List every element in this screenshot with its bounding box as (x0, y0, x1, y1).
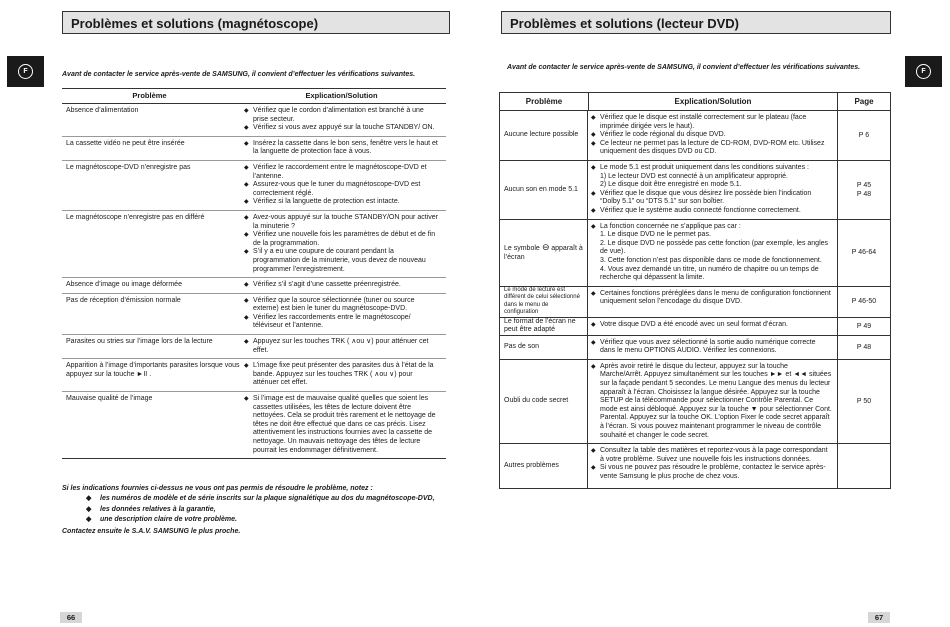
table-row (62, 392, 446, 459)
notes-footer: Contactez ensuite le S.A.V. SAMSUNG le plus proche. (62, 527, 241, 535)
diamond-bullet-icon: ◆ (244, 164, 249, 171)
solution-text: Si vous ne pouvez pas résoudre le problème, contactez le service après-vente Samsung le plus proche de chez vous. (600, 464, 826, 480)
solution-text: La fonction concernée ne s’applique pas car : (600, 222, 741, 230)
table-row (500, 336, 890, 360)
diamond-bullet-icon: ◆ (244, 314, 249, 321)
diamond-bullet-icon: ◆ (86, 516, 92, 523)
table-header (62, 88, 446, 104)
problem-cell: Parasites ou stries sur l’image lors de la lecture (66, 338, 213, 346)
table-row (500, 444, 890, 487)
problem-cell: Aucune lecture possible (500, 111, 588, 160)
diamond-bullet-icon: ◆ (591, 363, 596, 370)
page-number: 67 (868, 612, 890, 623)
column-header-page: Page (837, 93, 890, 110)
column-header-solution: Explication/Solution (305, 91, 378, 100)
problem-text: Le symbole (504, 245, 540, 253)
solution-text: Votre disque DVD a été encodé avec un seul format d’écran. (600, 320, 788, 328)
solution-text: Vérifiez si la languette de protection est intacte. (253, 198, 400, 206)
solution-cell (588, 318, 837, 335)
solution-text: Après avoir retiré le disque du lecteur, appuyez sur la touche Marche/Arrêt. Appuyez simultanément sur les touches ►► et ◄◄ situées sur la façade pendant 5 secondes. Le menu Langue des menus du lecteur apparaît à l’écran. Choisissez la langue désirée. Appuyez sur la touche SETUP de la télécommande pour sélectionner Contrôle Parental. Ce mode est ainsi débloqué. Appuyez sur la touche ▼ pour sélectionner Cont. Parental. Appuyez sur la touche OK. L’option Fixer le code secret apparaît à l’écran. Si vous pouvez maintenant programmer le niveau de contrôle souhaité et changer le code secret. (600, 362, 832, 439)
page-ref (837, 111, 890, 160)
diamond-bullet-icon: ◆ (591, 115, 596, 121)
solution-text: Insérez la cassette dans le bon sens, fenêtre vers le haut et la languette de protection face à vous. (253, 139, 438, 156)
prohibited-symbol-icon: ⊘ (539, 240, 552, 254)
solution-text: Certaines fonctions préréglées dans le menu de configuration fonctionnent uniquement selon l’encodage du disque DVD. (600, 289, 831, 306)
solution-cell (244, 297, 446, 331)
intro-text: Avant de contacter le service après-vente de SAMSUNG, il convient d’effectuer les vérifications suivantes. (507, 64, 861, 71)
solution-text: Vérifiez si vous avez appuyé sur la touche STANDBY/ ON. (253, 124, 435, 132)
problem-cell: Mauvaise qualité de l’image (66, 395, 153, 403)
sub-item: 1) Le lecteur DVD est connecté à un amplificateur approprié. (600, 172, 788, 180)
language-tab (7, 56, 44, 87)
sub-item: 3. Cette fonction n’est pas disponible dans ce mode de fonctionnement. (600, 256, 822, 264)
diamond-bullet-icon: ◆ (244, 396, 249, 403)
solution-cell (244, 140, 446, 157)
solution-cell (244, 395, 446, 455)
solution-text: Vérifiez que le disque est installé correctement sur le plateau (face imprimée dirigée vers le haut). (600, 114, 807, 130)
problem-cell: La cassette vidéo ne peut être insérée (66, 139, 185, 147)
diamond-bullet-icon: ◆ (86, 505, 92, 513)
page-ref (837, 220, 890, 286)
table-row (62, 359, 446, 392)
page-ref-text: P 6 (858, 131, 870, 139)
solution-cell (588, 161, 837, 219)
problem-cell: Pas de réception d’émission normale (66, 296, 181, 304)
column-header-solution: Explication/Solution (674, 97, 752, 106)
table-row (500, 318, 890, 336)
solution-cell (588, 336, 837, 359)
problem-cell (500, 220, 588, 286)
page-ref (837, 161, 890, 219)
diamond-bullet-icon: ◆ (591, 164, 596, 171)
table-row (500, 161, 890, 220)
solution-cell (244, 281, 446, 290)
note-item: les données relatives à la garantie, (100, 505, 216, 513)
table-row (62, 137, 446, 161)
table-row (62, 161, 446, 211)
table-row (500, 220, 890, 287)
page-title: Problèmes et solutions (magnétoscope) (62, 11, 450, 34)
page-ref (837, 360, 890, 443)
sub-item: 1. Le disque DVD ne le permet pas. (600, 231, 711, 239)
diamond-bullet-icon: ◆ (591, 207, 596, 214)
table-row (62, 335, 446, 359)
solution-text: Vérifiez les raccordements entre le magnétoscope/ téléviseur et l’antenne. (253, 313, 411, 330)
note-item: une description claire de votre problème. (100, 516, 237, 523)
solution-cell (244, 214, 446, 274)
problem-cell: Apparition à l’image d’importants parasites lorsque vous appuyez sur la touche ►II . (66, 362, 240, 378)
problem-cell: Oubli du code secret (500, 360, 588, 443)
note-item: les numéros de modèle et de série inscrits sur la plaque signalétique au dos du magnétoscope-DVD, (100, 495, 435, 502)
diamond-bullet-icon: ◆ (244, 214, 249, 221)
solution-cell (244, 164, 446, 207)
diamond-bullet-icon: ◆ (591, 448, 596, 455)
language-tab-letter: F (916, 64, 931, 79)
table-row (62, 294, 446, 335)
page-title: Problèmes et solutions (lecteur DVD) (501, 11, 891, 34)
table-header (500, 93, 890, 111)
diamond-bullet-icon: ◆ (591, 465, 596, 472)
solution-cell (588, 287, 837, 317)
solution-text: Le mode 5.1 est produit uniquement dans les conditions suivantes : (600, 163, 809, 171)
diamond-bullet-icon: ◆ (244, 249, 249, 256)
solution-text: Vérifiez que le disque que vous désirez lire possède bien l’indication “Dolby 5.1” ou “DTS 5.1” sur son boîtier. (600, 189, 812, 206)
diamond-bullet-icon: ◆ (591, 339, 596, 346)
solution-text: Vérifiez que le cordon d’alimentation est branché à une prise secteur. (253, 107, 424, 123)
solution-cell (244, 107, 446, 133)
diamond-bullet-icon: ◆ (244, 199, 249, 206)
page-ref-text: P 48 (856, 343, 872, 351)
diamond-bullet-icon: ◆ (244, 108, 249, 114)
dvd-troubleshooting-table (499, 92, 891, 489)
page-ref (837, 336, 890, 359)
page-ref-text: P 48 (856, 190, 872, 198)
sub-item: 2) Le disque doit être enregistré en mode 5.1. (600, 181, 742, 189)
problem-text: apparaît à l’écran (504, 245, 583, 261)
diamond-bullet-icon: ◆ (591, 140, 596, 147)
solution-text: Appuyez sur les touches TRK ( ∧ou ∨) pour atténuer cet effet. (253, 338, 429, 354)
solution-text: Assurez-vous que le tuner du magnétoscope-DVD est correctement réglé. (253, 181, 421, 197)
table-row (500, 360, 890, 444)
sub-item: 4. Vous avez demandé un titre, un numéro de chapitre ou un temps de recherche qui dépassent la limite. (600, 265, 819, 282)
notes-lead: Si les indications fournies ci-dessus ne vous ont pas permis de résoudre le problème, notez : (62, 485, 373, 492)
diamond-bullet-icon: ◆ (244, 297, 249, 304)
diamond-bullet-icon: ◆ (244, 339, 249, 346)
solution-text: Si l’image est de mauvaise qualité quelles que soient les cassettes utilisées, les têtes de lecture doivent être nettoyées. Cela se produit très rarement et le nettoyage de têtes ne doit être effectué que dans ce cas précis. Lisez attentivement les instructions fournies avec la cassette de nettoyage. Un mauvais nettoyage des têtes de lecture pourrait les endommager définitivement. (253, 395, 436, 454)
diamond-bullet-icon: ◆ (244, 125, 249, 132)
page-number: 66 (60, 612, 82, 623)
page-ref-text: P 46-50 (851, 298, 877, 306)
page-ref (837, 287, 890, 317)
problem-cell: Le magnétoscope-DVD n’enregistre pas (66, 163, 191, 171)
page-ref-text: P 49 (856, 322, 872, 330)
language-tab-letter: F (18, 64, 33, 79)
sub-item: 2. Le disque DVD ne possède pas cette fonction (par exemple, les angles de vue). (600, 239, 829, 256)
table-row (62, 278, 446, 294)
diamond-bullet-icon: ◆ (244, 140, 249, 147)
page-ref (837, 318, 890, 335)
diamond-bullet-icon: ◆ (244, 282, 249, 289)
diamond-bullet-icon: ◆ (244, 232, 249, 239)
table-row (500, 287, 890, 318)
page-ref (837, 444, 890, 487)
solution-text: Vérifiez que vous avez sélectionné la sortie audio numérique correcte dans le menu OPTIONS AUDIO. Vérifiez les connexions. (600, 338, 816, 355)
solution-text: L’image fixe peut présenter des parasites dus à l’état de la bande. Appuyez sur les touches TRK ( ∧ou ∨) pour atténuer cet effet. (253, 362, 434, 387)
intro-text: Avant de contacter le service après-vente de SAMSUNG, il convient d’effectuer les vérifications suivantes. (62, 71, 416, 78)
solution-text: Ce lecteur ne permet pas la lecture de CD-ROM, DVD-ROM etc. Utilisez uniquement des disques DVD ou CD. (600, 139, 825, 156)
diamond-bullet-icon: ◆ (244, 363, 249, 370)
table-row (62, 104, 446, 137)
page-ref-text: P 45 (856, 181, 872, 189)
solution-cell (588, 360, 837, 443)
problem-cell: Aucun son en mode 5.1 (500, 161, 588, 219)
solution-text: Vérifiez le code régional du disque DVD. (600, 131, 726, 139)
solution-cell (588, 220, 837, 286)
solution-cell (588, 444, 837, 487)
vcr-troubleshooting-table (62, 88, 446, 459)
solution-text: Vérifiez que le système audio connecté fonctionne correctement. (600, 206, 801, 214)
problem-cell: Le format de l’écran ne peut être adapté (500, 318, 588, 335)
problem-cell: Pas de son (500, 336, 588, 359)
solution-cell (244, 362, 446, 388)
table-row (500, 111, 890, 161)
solution-text: Consultez la table des matières et reportez-vous à la page correspondant à votre problème. Suivez une nouvelle fois les instructions données. (600, 447, 828, 463)
diamond-bullet-icon: ◆ (244, 182, 249, 189)
column-header-problem: Problème (500, 93, 589, 110)
solution-cell (588, 111, 837, 160)
solution-text: Vérifiez que la source sélectionnée (tuner ou source externe) est bien le tuner du magnétoscope-DVD. (253, 296, 415, 313)
solution-text: Vérifiez le raccordement entre le magnétoscope-DVD et l’antenne. (253, 163, 427, 180)
problem-cell: Le magnétoscope n’enregistre pas en différé (66, 213, 205, 221)
column-header-problem: Problème (132, 91, 167, 100)
diamond-bullet-icon: ◆ (591, 290, 596, 297)
right-page (475, 0, 950, 627)
problem-cell: Absence d’alimentation (66, 107, 139, 114)
diamond-bullet-icon: ◆ (591, 132, 596, 139)
table-row (62, 211, 446, 278)
solution-text: S’il y a eu une coupure de courant pendant la programmation de la minuterie, vous devez de nouveau programmer l’enregistrement. (253, 248, 426, 273)
solution-text: Avez-vous appuyé sur la touche STANDBY/ON pour activer la minuterie ? (253, 213, 438, 230)
page-ref-text: P 46-64 (851, 249, 877, 257)
solution-text: Vérifiez une nouvelle fois les paramètres de début et de fin de la programmation. (253, 231, 436, 247)
language-tab (905, 56, 942, 87)
solution-cell (244, 338, 446, 355)
diamond-bullet-icon: ◆ (591, 190, 596, 197)
diamond-bullet-icon: ◆ (591, 321, 596, 328)
diamond-bullet-icon: ◆ (591, 223, 596, 230)
contact-notes (62, 483, 452, 537)
solution-text: Vérifiez s’il s’agit d’une cassette préenregistrée. (253, 281, 401, 289)
problem-cell: Le mode de lecture est différent de celui sélectionné dans le menu de configuration (500, 287, 588, 317)
diamond-bullet-icon: ◆ (86, 495, 92, 502)
problem-cell: Autres problèmes (500, 444, 588, 487)
problem-cell: Absence d’image ou image déformée (66, 281, 182, 289)
page-ref-text: P 50 (856, 398, 872, 406)
